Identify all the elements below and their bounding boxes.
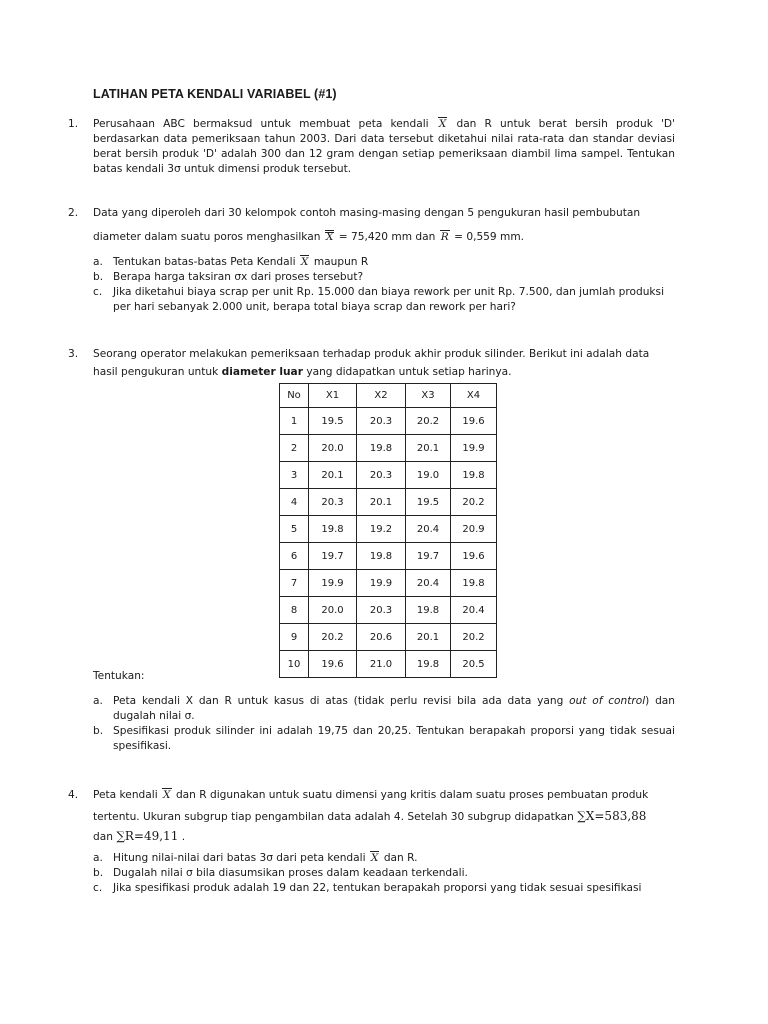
question-text: Peta kendali X dan R digunakan untuk suatu dimensi yang kritis dalam suatu proses pembuatan produk tertentu. Ukuran subgrup tiap pengambilan data adalah 4. Setelah 30 subgrup didapatkan ∑X=583,88 dan ∑R=49,11 . xyxy=(93,789,649,843)
table-cell: 19.5 xyxy=(406,489,451,516)
x-bar-symbol: X xyxy=(300,256,309,268)
table-cell: 4 xyxy=(280,489,309,516)
question-1 xyxy=(68,117,675,177)
table-row xyxy=(280,570,497,597)
text: Seorang operator melakukan pemeriksaan terhadap produk akhir produk silinder. Berikut ini adalah data xyxy=(93,348,650,360)
table-cell: 19.2 xyxy=(357,516,406,543)
column-header: X1 xyxy=(309,384,357,408)
table-row xyxy=(280,516,497,543)
table-cell: 19.6 xyxy=(451,408,497,435)
table-cell: 20.2 xyxy=(309,624,357,651)
table-cell: 8 xyxy=(280,597,309,624)
table-cell: 19.0 xyxy=(406,462,451,489)
table-cell: 20.2 xyxy=(451,624,497,651)
column-header: X3 xyxy=(406,384,451,408)
table-cell: 20.4 xyxy=(406,570,451,597)
text: = 75,420 mm dan xyxy=(338,231,436,243)
table-cell: 9 xyxy=(280,624,309,651)
table-cell: 19.9 xyxy=(451,435,497,462)
text: Data yang diperoleh dari 30 kelompok contoh masing-masing dengan 5 pengukuran hasil pembubutan xyxy=(93,207,641,219)
x-bar-symbol: X xyxy=(438,118,447,130)
table-cell: 19.8 xyxy=(451,462,497,489)
table-cell: 20.3 xyxy=(357,597,406,624)
column-header: X4 xyxy=(451,384,497,408)
table-cell: 1 xyxy=(280,408,309,435)
table-row xyxy=(280,462,497,489)
x-bar-symbol: X xyxy=(163,789,171,801)
table-cell: 20.1 xyxy=(357,489,406,516)
table-cell: 19.7 xyxy=(309,543,357,570)
list-item: a. Peta kendali X dan R untuk kasus di atas (tidak perlu revisi bila ada data yang out of control) dan dugalah nilai σ. xyxy=(93,695,676,722)
table-cell: 19.7 xyxy=(406,543,451,570)
question-text xyxy=(93,117,675,177)
question-2 xyxy=(68,206,675,315)
list-item: b. Berapa harga taksiran σx dari proses tersebut? xyxy=(93,271,364,283)
table-cell: 19.5 xyxy=(309,408,357,435)
question-number: 4. xyxy=(68,789,79,801)
text: diameter dalam suatu poros menghasilkan xyxy=(93,231,321,243)
table-cell: 3 xyxy=(280,462,309,489)
table-cell: 2 xyxy=(280,435,309,462)
table-cell: 20.0 xyxy=(309,597,357,624)
table-cell: 19.8 xyxy=(309,516,357,543)
text: dan R untuk berat bersih produk 'D' xyxy=(456,118,675,130)
column-header: No xyxy=(280,384,309,408)
table-row xyxy=(280,435,497,462)
sub-list xyxy=(68,694,675,754)
question-number: 2. xyxy=(68,207,79,219)
table-cell: 20.1 xyxy=(406,435,451,462)
sum-r-formula: ∑R=49,11 xyxy=(116,829,179,843)
table-cell: 20.1 xyxy=(406,624,451,651)
table-row xyxy=(280,543,497,570)
table-cell: 20.0 xyxy=(309,435,357,462)
list-item: b. Dugalah nilai σ bila diasumsikan proses dalam keadaan terkendali. xyxy=(93,867,468,879)
x-bar-symbol: X xyxy=(370,852,379,864)
table-cell: 19.8 xyxy=(357,543,406,570)
text: berdasarkan data pemeriksaan tahun 2003. Dari data tersebut diketahui nilai rata-rata dan standar deviasi berat bersih produk 'D' adalah 300 dan 12 gram dengan setiap pemeriksaan diambil lima sampel. Tentukan batas kendali 3σ untuk dimensi produk tersebut. xyxy=(93,133,675,175)
column-header: X2 xyxy=(357,384,406,408)
table-cell: 20.2 xyxy=(451,489,497,516)
table-cell: 19.9 xyxy=(309,570,357,597)
table-cell: 20.4 xyxy=(451,597,497,624)
emphasis: diameter luar xyxy=(221,366,303,378)
text: Perusahaan ABC bermaksud untuk membuat peta kendali xyxy=(93,118,429,130)
table-cell: 19.6 xyxy=(309,651,357,678)
measurement-table xyxy=(279,383,497,678)
table-cell: 20.2 xyxy=(406,408,451,435)
r-bar-symbol: R xyxy=(440,231,449,243)
table-row xyxy=(280,597,497,624)
table-row xyxy=(280,489,497,516)
table-cell: 19.6 xyxy=(451,543,497,570)
table-cell: 19.8 xyxy=(357,435,406,462)
table-row xyxy=(280,624,497,651)
page-title: LATIHAN PETA KENDALI VARIABEL (#1) xyxy=(93,87,337,101)
question-number: 3. xyxy=(68,348,79,360)
table-cell: 20.3 xyxy=(309,489,357,516)
x-double-bar-symbol: X xyxy=(325,231,334,243)
sum-x-formula: ∑X=583,88 xyxy=(577,809,647,823)
table-cell: 20.3 xyxy=(357,408,406,435)
table-cell: 20.5 xyxy=(451,651,497,678)
question-text: Seorang operator melakukan pemeriksaan terhadap produk akhir produk silinder. Berikut ini adalah data hasil pengukuran untuk diameter luar yang didapatkan untuk setiap harinya. xyxy=(93,347,675,380)
table-cell: 19.8 xyxy=(406,597,451,624)
table-cell: 20.4 xyxy=(406,516,451,543)
list-item: a. Tentukan batas-batas Peta Kendali X maupun R xyxy=(93,256,369,268)
table-header-row xyxy=(280,384,497,408)
list-item: b. Spesifikasi produk silinder ini adalah 19,75 dan 20,25. Tentukan berapakah proporsi yang tidak sesuai spesifikasi. xyxy=(93,725,675,752)
table-cell: 19.8 xyxy=(451,570,497,597)
question-text xyxy=(93,206,675,245)
table-cell: 7 xyxy=(280,570,309,597)
table-cell: 19.9 xyxy=(357,570,406,597)
table-cell: 10 xyxy=(280,651,309,678)
table-cell: 20.1 xyxy=(309,462,357,489)
table-cell: 21.0 xyxy=(357,651,406,678)
list-item: a. Hitung nilai-nilai dari batas 3σ dari peta kendali X dan R. xyxy=(93,852,418,864)
text: = 0,559 mm. xyxy=(454,231,525,243)
question-4 xyxy=(68,788,675,896)
table-cell: 20.6 xyxy=(357,624,406,651)
sub-list xyxy=(68,255,675,315)
table-cell: 19.8 xyxy=(406,651,451,678)
table-cell: 20.3 xyxy=(357,462,406,489)
table-cell: 6 xyxy=(280,543,309,570)
list-item: c. Jika diketahui biaya scrap per unit Rp. 15.000 dan biaya rework per unit Rp. 7.500, dan jumlah produksi per hari sebanyak 2.000 unit, berapa total biaya scrap dan rework per hari? xyxy=(93,286,665,313)
sub-list xyxy=(68,851,675,896)
question-3 xyxy=(68,347,675,380)
question-3-tasks xyxy=(68,669,675,754)
table-cell: 20.9 xyxy=(451,516,497,543)
text: Tentukan: xyxy=(93,670,145,682)
table-row xyxy=(280,408,497,435)
list-item: c. Jika spesifikasi produk adalah 19 dan 22, tentukan berapakah proporsi yang tidak sesuai spesifikasi xyxy=(93,882,642,894)
table-cell: 5 xyxy=(280,516,309,543)
question-number: 1. xyxy=(68,118,79,130)
